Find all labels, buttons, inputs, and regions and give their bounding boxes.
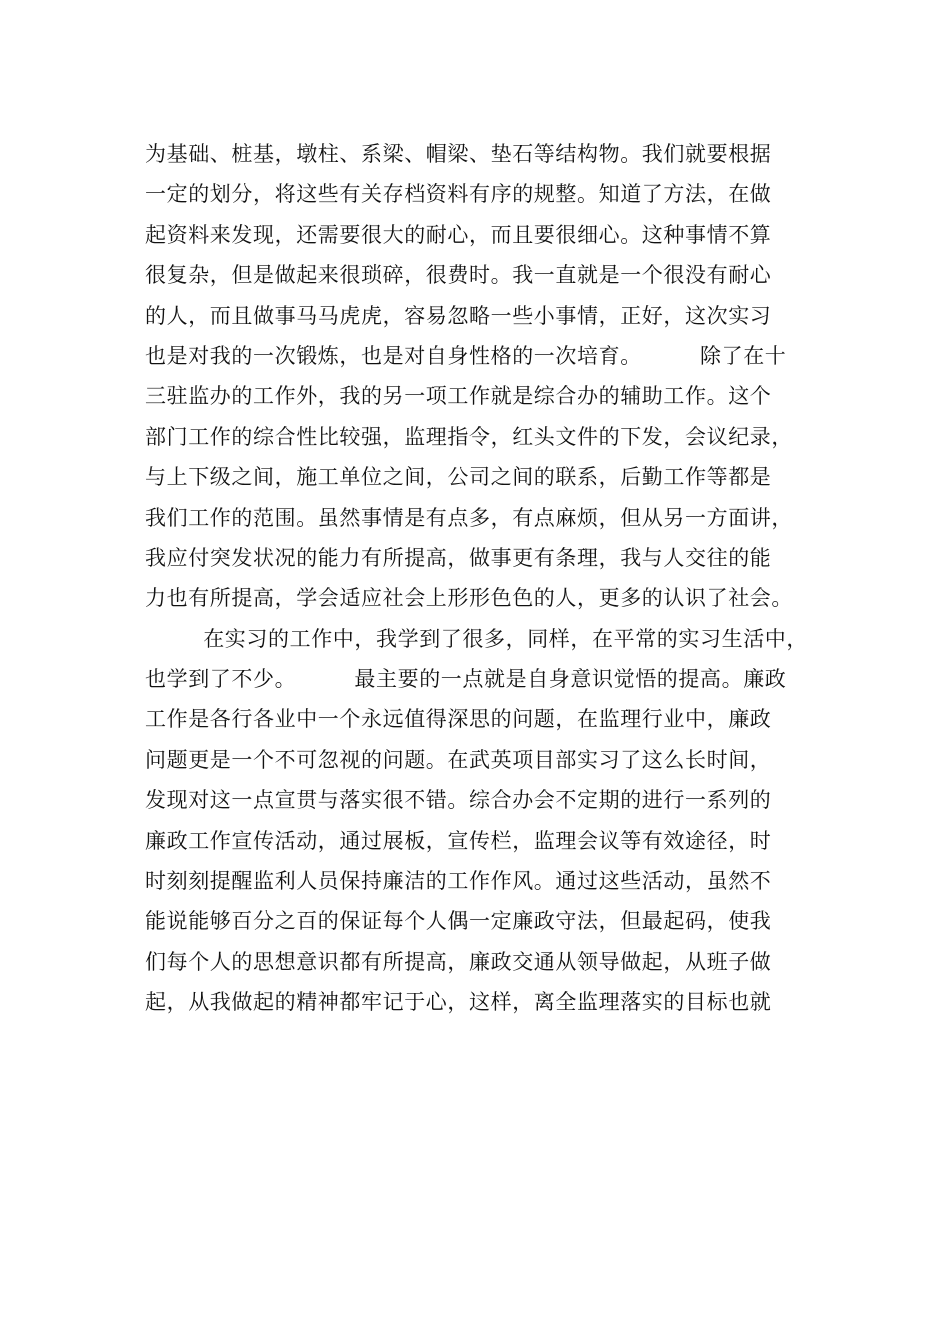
text-line: 与上下级之间，施工单位之间，公司之间的联系，后勤工作等都是	[145, 465, 772, 490]
text-line: 工作是各行各业中一个永远值得深思的问题，在监理行业中，廉政	[145, 707, 772, 732]
text-line: 很复杂，但是做起来很琐碎，很费时。我一直就是一个很没有耐心	[145, 263, 772, 288]
text-line: 廉政工作宣传活动，通过展板，宣传栏，监理会议等有效途径，时	[145, 828, 772, 853]
text-line: 在实习的工作中，我学到了很多，同样，在平常的实习生活中，	[145, 626, 808, 651]
text-line: 起，从我做起的精神都牢记于心，这样，离全监理落实的目标也就	[145, 990, 772, 1015]
text-line: 们每个人的思想意识都有所提高，廉政交通从领导做起，从班子做	[145, 949, 772, 974]
text-line: 时刻刻提醒监利人员保持廉洁的工作作风。通过这些活动，虽然不	[145, 869, 772, 894]
body-text	[145, 134, 825, 1023]
text-line: 起资料来发现，还需要很大的耐心，而且要很细心。这种事情不算	[145, 222, 772, 247]
text-line: 问题更是一个不可忽视的问题。在武英项目部实习了这么长时间，	[145, 747, 772, 772]
text-line: 为基础、桩基，墩柱、系梁、帽梁、垫石等结构物。我们就要根据	[145, 142, 772, 166]
text-line: 也学到了不少。 最主要的一点就是自身意识觉悟的提高。廉政	[145, 667, 787, 692]
text-line: 也是对我的一次锻炼，也是对自身性格的一次培育。 除了在十	[145, 343, 787, 368]
text-line: 一定的划分，将这些有关存档资料有序的规整。知道了方法，在做	[145, 182, 772, 207]
text-line: 能说能够百分之百的保证每个人偶一定廉政守法，但最起码，使我	[145, 909, 772, 934]
text-line: 我们工作的范围。虽然事情是有点多，有点麻烦，但从另一方面讲，	[145, 505, 793, 530]
text-line: 我应付突发状况的能力有所提高，做事更有条理，我与人交往的能	[145, 545, 772, 570]
text-line: 发现对这一点宣贯与落实很不错。综合办会不定期的进行一系列的	[145, 788, 772, 813]
text-line: 三驻监办的工作外，我的另一项工作就是综合办的辅助工作。这个	[145, 384, 772, 409]
text-line: 的人，而且做事马马虎虎，容易忽略一些小事情，正好，这次实习	[145, 303, 772, 328]
text-line: 部门工作的综合性比较强，监理指令，红头文件的下发，会议纪录，	[145, 424, 793, 449]
text-line: 力也有所提高，学会适应社会上形形色色的人，更多的认识了社会。	[145, 586, 793, 611]
